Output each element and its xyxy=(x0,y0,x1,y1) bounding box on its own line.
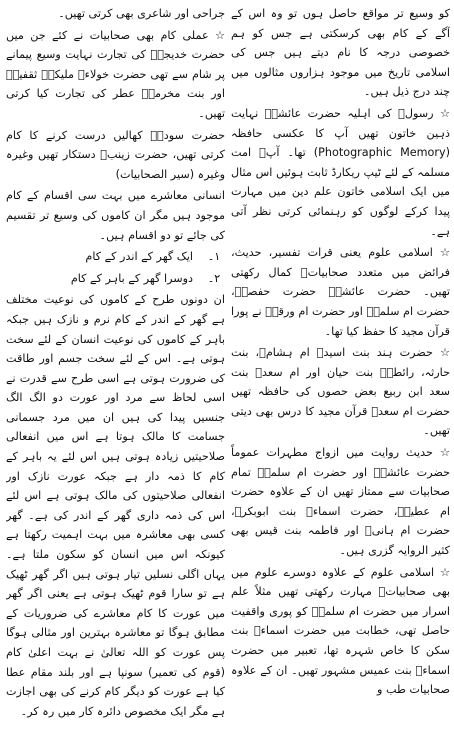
paragraph: ☆ رسولؐ کی اہلیہ حضرت عائشہؓ نہایت ذہین خاتون تھیں آپ کا عکسی حافظہ (Photographic Memory) تھا۔ آپؓ امت مسلمہ کے لئے ٹیپ ریکارڈ ثابت ہوئیں اس مثال میں ایک اسلامی خاتون علم دین میں مہارت پیدا کرکے لوگوں کو رہنمائی کرتی نظر آتی ہے۔ xyxy=(231,106,450,238)
list-number: ۲۔ xyxy=(207,271,221,285)
paragraph: ☆ عملی کام بھی صحابیات نے کئے جن میں حضرت خدیجہؓ کی تجارت نہایت وسیع پیمانے پر شام سے تھی حضرت خولاءؓ ملیکہؓ ثقفیہؓ اور بنت مخرمہؓ عطر کی تجارت کیا کرتی تھیں۔ xyxy=(6,28,225,120)
paragraph: ☆ اسلامی علوم یعنی قرات تفسیر، حدیث، فرائض میں متعدد صحابیاتؓ کمال رکھتی تھیں۔ حضرت عائشہؓ حضرت حفصہؓ، حضرت ام سلمہؓ اور حضرت ام ورقہؓ نے پورا قرآن مجید کا حفظ کیا تھا۔ xyxy=(231,246,450,338)
list-item xyxy=(6,247,225,267)
list-item xyxy=(6,269,225,289)
paragraph: ☆ حضرت ہند بنت اسیدؓ ام ہشامؓ، بنت حارثہ، رائطہؓ بنت حیان اور ام سعدؓ بنت سعد ابن ربیع بعض حصوں کی حافظہ تھیں حضرت ام سعدؓ قرآن مجید کا درس بھی دیتی تھیں۔ xyxy=(231,346,450,438)
paragraph: انسانی معاشرے میں بہت سی اقسام کے کام موجود ہیں مگر ان کاموں کی وسیع تر تقسیم کی جائے تو دو اقسام ہیں۔ xyxy=(6,189,225,242)
paragraph: کو وسیع تر مواقع حاصل ہوں تو وہ اس کے آگے کے کام بھی کرسکتی ہے جس کو ہم خصوصی درجہ کا نام دیتے ہیں جس کی اسلامی تاریخ میں موجود ہزاروں مثالوں میں چند درج ذیل ہیں۔ xyxy=(231,7,450,99)
paragraph: حضرت سودہؓ کھالیں درست کرنے کا کام کرتی تھیں، حضرت زینبؓ دستکار تھیں وغیرہ وغیرہ (سیر الصحابیات) xyxy=(6,128,225,181)
left-column xyxy=(6,4,225,730)
paragraph: جراحی اور شاعری بھی کرتی تھیں۔ xyxy=(58,7,225,20)
list-text: ایک گھر کے اندر کے کام xyxy=(85,250,193,264)
list-text: دوسرا گھر کے باہر کے کام xyxy=(70,271,193,285)
list-number: ۱۔ xyxy=(207,250,221,264)
right-column xyxy=(231,4,450,730)
paragraph: ☆ حدیث روایت میں ازواج مطہرات عموماً حضرت عائشہؓ اور حضرت ام سلمہؓ تمام صحابیات سے ممتاز تھیں ان کے علاوہ حضرت ام عطیہؓ، حضرت اسماءؓ بنت ابوبکرؓ، حضرت ام ہانیؓ اور فاطمہ بنت قیس بھی کثیر الروایہ گزری ہیں۔ xyxy=(231,446,450,558)
paragraph: ☆ اسلامی علوم کے علاوہ دوسرے علوم میں بھی صحابیاتؓ مہارت رکھتی تھیں مثلاً علم اسرار میں حضرت ام سلمہؓ کو پوری واقفیت حاصل تھی، خطابت میں حضرت اسماءؓ بنت سکن کا خاص شہرہ تھا، تعبیر میں حضرت اسماءؓ بنت عمیس مشہور تھیں۔ ان کے علاوہ صحابیات طب و xyxy=(231,565,450,697)
paragraph: ان دونوں طرح کے کاموں کی نوعیت مختلف ہے گھر کے اندر کے کام نرم و نازک ہیں جبکہ باہر کے کاموں کی نوعیت انسان کے لئے سخت ہوتی ہے۔ اس کے لئے سخت جسم اور طاقت کی ضرورت ہوتی ہے اسی طرح سے قدرت نے اسی لحاظ سے مرد اور عورت دو الگ الگ جنسیں پیدا کی ہیں ان میں مرد جسمانی جسامت کا مالک ہوتا ہے اس میں انفعالی صلاحیتیں زیادہ ہوتی ہیں اس لئے یہ باہر کے کام کا ذمہ دار ہے جبکہ عورت نازک اور انفعالی صلاحیتوں کی مالک ہوتی ہے اس لئے اس کی ذمہ داری گھر کے اندر کی ہے۔ گھر کسی بھی معاشرہ میں بہت اہمیت رکھتا ہے کیونکہ اس میں انسان کو سکون ملتا ہے۔ یہاں اگلی نسلیں تیار ہوتی ہیں اگر گھر ٹھیک ہے تو سارا قوم ٹھیک ہوتی ہے یعنی اگر گھر میں عورت کا کام معاشرے کی ضروریات کے مطابق ہوگا تو معاشرہ بہترین اور مثالی ہوگا پس عورت کو اللہ تعالیٰ نے بہت اعلیٰ کام (قوم کی تعمیر) سونپا ہے اور بلند مقام عطا کیا ہے عورت کو دیگر کام کرنے کی بھی اجازت ہے مگر ایک مخصوص دائرہ کار میں رہ کر۔ xyxy=(6,293,225,718)
